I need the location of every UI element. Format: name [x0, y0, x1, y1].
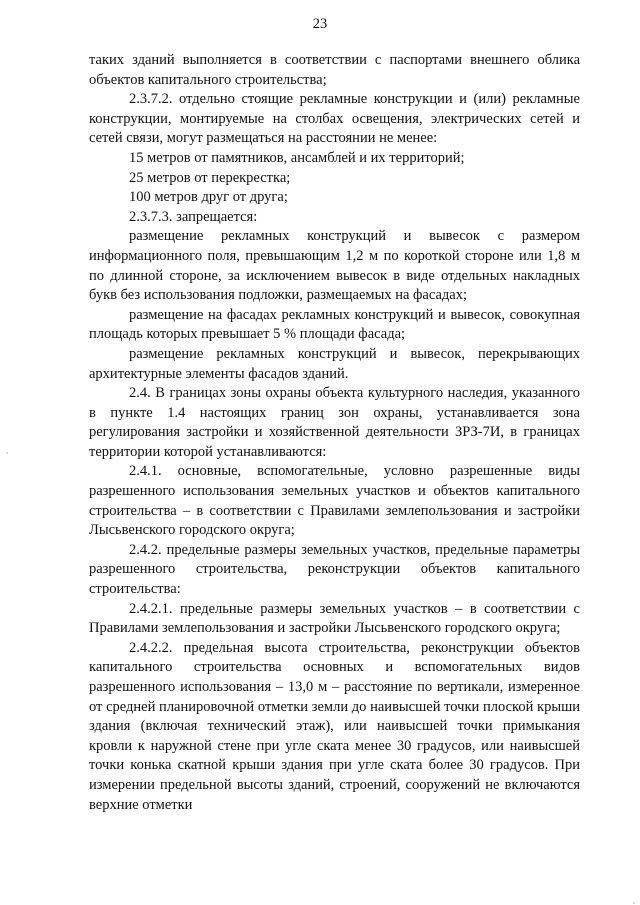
document-body	[89, 51, 580, 815]
paragraph: 2.4. В границах зоны охраны объекта культурного наследия, указанного в пункте 1.4 настоящих границ зон охраны, устанавливается зона регулирования застройки и хозяйственной деятельности ЗРЗ-7И, в границах территории которой устанавливаются:	[89, 385, 580, 460]
paragraph: размещение на фасадах рекламных конструкций и вывесок, совокупная площадь которых превышает 5 % площади фасада;	[89, 306, 580, 343]
paragraph: 2.4.2. предельные размеры земельных участков, предельные параметры разрешенного строительства, реконструкции объектов капитального строительства:	[89, 541, 580, 598]
paragraph: 2.3.7.2. отдельно стоящие рекламные конструкции и (или) рекламные конструкции, монтируемые на столбах освещения, электрических сетей и сетей связи, могут размещаться на расстоянии не менее:	[89, 91, 580, 147]
paragraph: 25 метров от перекрестка;	[129, 169, 291, 186]
scan-speck	[6, 452, 8, 454]
paragraph: таких зданий выполняется в соответствии с паспортами внешнего облика объектов капитального строительства;	[89, 52, 580, 88]
paragraph: 2.4.2.2. предельная высота строительства, реконструкции объектов капитального строительства основных и вспомогательных видов разрешенного использования – 13,0 м – расстояние по вертикали, измеренное от средней планировочной отметки земли до наивысшей точки плоской крыши здания (включая технический этаж), или наивысшей точки примыкания кровли к наружной стене при угле ската менее 30 градусов, или наивысшей точки конька скатной крыши здания при угле ската более 30 градусов. При измерении предельной высоты зданий, строений, сооружений не включаются верхние отметки	[89, 639, 580, 813]
paragraph: 15 метров от памятников, ансамблей и их территорий;	[129, 149, 465, 166]
scan-speck	[633, 902, 635, 904]
paragraph: размещение рекламных конструкций и вывесок, перекрывающих архитектурные элементы фасадов зданий.	[89, 345, 580, 382]
paragraph: 2.3.7.3. запрещается:	[129, 208, 258, 225]
page-number: 23	[312, 16, 328, 32]
paragraph: размещение рекламных конструкций и вывесок с размером информационного поля, превышающим 1,2 м по короткой стороне или 1,8 м по длинной стороне, за исключением вывесок в виде отдельных накладных букв без использования подложки, размещаемых на фасадах;	[89, 228, 580, 304]
paragraph: 100 метров друг от друга;	[129, 189, 288, 206]
paragraph: 2.4.2.1. предельные размеры земельных участков – в соответствии с Правилами землепользования и застройки Лысьвенского городского округа;	[89, 600, 580, 637]
paragraph: 2.4.1. основные, вспомогательные, условно разрешенные виды разрешенного использования земельных участков и объектов капитального строительства – в соответствии с Правилами землепользования и застройки Лысьвенского городского округа;	[89, 463, 580, 539]
